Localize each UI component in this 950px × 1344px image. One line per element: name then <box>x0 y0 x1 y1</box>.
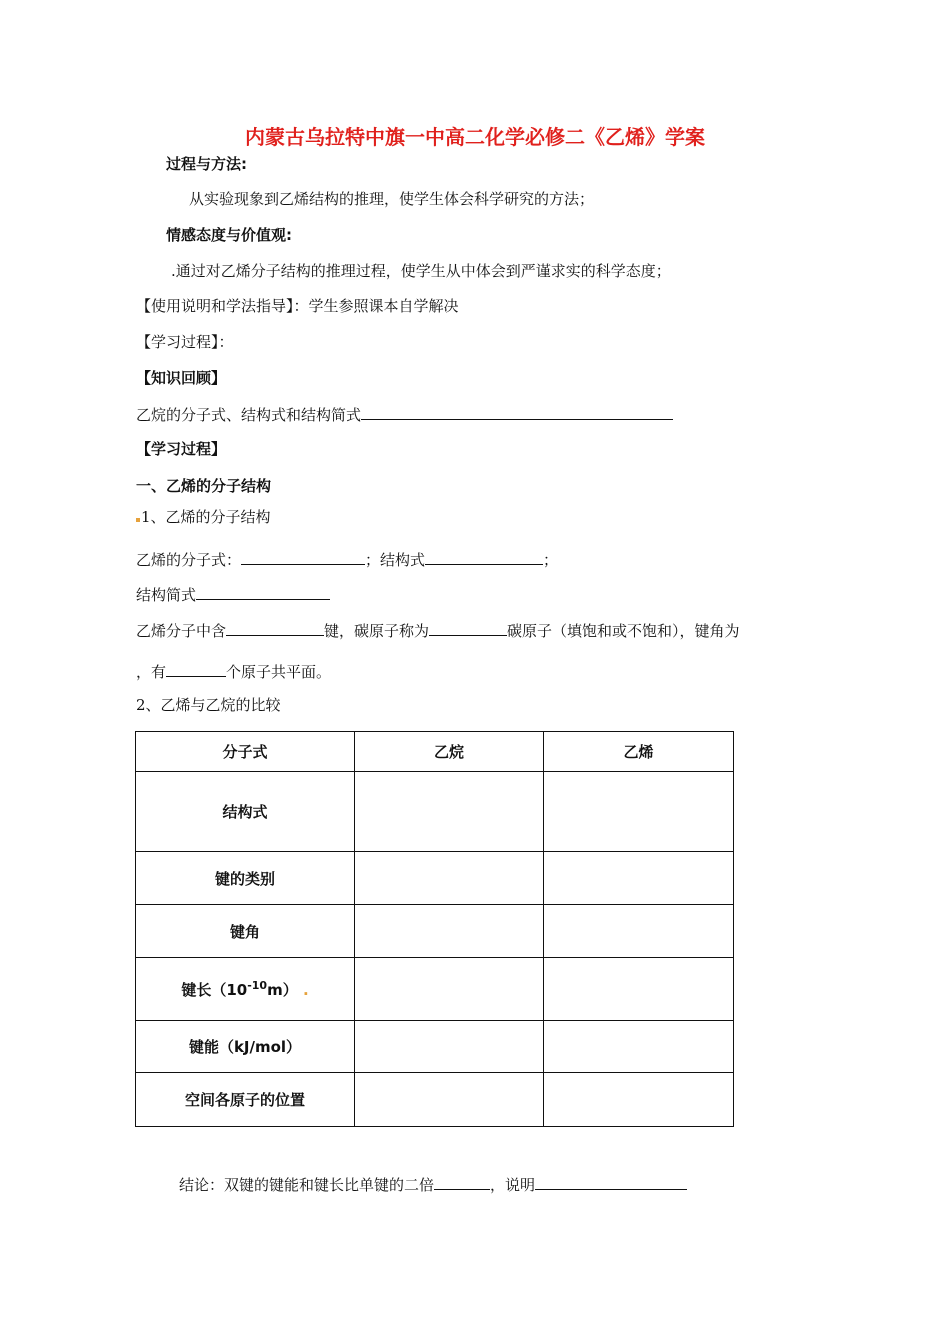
learning-process-heading: 【学习过程】 <box>136 440 227 458</box>
knowledge-review-question <box>136 403 673 425</box>
row-label: 空间各原子的位置 <box>136 1073 355 1127</box>
marker-icon <box>136 518 140 522</box>
attitude-text: .通过对乙烯分子结构的推理过程，使学生从中体会到严谨求实的科学态度； <box>171 262 671 280</box>
structural-label: ；结构式 <box>365 551 426 569</box>
table-cell[interactable] <box>355 1073 544 1127</box>
coplanar-label: 个原子共平面。 <box>226 663 332 681</box>
table-cell[interactable] <box>544 958 734 1021</box>
section2-heading: 2、乙烯与乙烷的比较 <box>136 696 281 714</box>
section1-sub1 <box>136 507 271 527</box>
table-cell[interactable] <box>355 958 544 1021</box>
have-label: ，有 <box>136 663 167 681</box>
table-cell[interactable] <box>544 1021 734 1073</box>
bond-type-blank[interactable] <box>226 619 324 636</box>
marker-dot-icon: . <box>302 980 309 999</box>
table-row <box>136 852 734 905</box>
column-header: 分子式 <box>136 732 355 772</box>
simple-label: 结构简式 <box>136 586 197 604</box>
explain-blank[interactable] <box>535 1173 687 1190</box>
coplanar-blank[interactable] <box>166 660 226 677</box>
table-cell[interactable] <box>544 772 734 852</box>
table-cell[interactable] <box>355 772 544 852</box>
process-method-heading: 过程与方法: <box>166 155 247 173</box>
instructions: 【使用说明和学法指导】：学生参照课本自学解决 <box>136 297 459 315</box>
comparison-table <box>135 731 734 1127</box>
bond-length-exponent: -10 <box>247 978 268 992</box>
table-row <box>136 958 734 1021</box>
table-cell[interactable] <box>544 852 734 905</box>
table-row <box>136 905 734 958</box>
conclusion-line <box>179 1173 687 1195</box>
row-label <box>136 958 355 1021</box>
section1-sub1-text: 1、乙烯的分子结构 <box>141 508 271 526</box>
simple-blank[interactable] <box>196 583 330 600</box>
section1-heading: 一、乙烯的分子结构 <box>136 477 272 495</box>
table-cell[interactable] <box>355 852 544 905</box>
process-method-text: 从实验现象到乙烯结构的推理，使学生体会科学研究的方法； <box>189 190 595 208</box>
answer-blank[interactable] <box>361 403 673 420</box>
structural-end: ； <box>543 551 559 569</box>
contains-label: 乙烯分子中含 <box>136 622 227 640</box>
row-label: 结构式 <box>136 772 355 852</box>
page-title: 内蒙古乌拉特中旗一中高二化学必修二《乙烯》学案 <box>245 125 705 149</box>
bond-label: 键，碳原子称为 <box>324 622 430 640</box>
column-header: 乙烯 <box>544 732 734 772</box>
row-label: 键能（kJ/mol） <box>136 1021 355 1073</box>
table-header-row <box>136 732 734 772</box>
conclusion-blank[interactable] <box>434 1173 490 1190</box>
knowledge-review-question-text: 乙烷的分子式、结构式和结构简式 <box>136 406 362 424</box>
formula-line <box>136 548 558 570</box>
bond-length-unit: m） <box>267 980 298 999</box>
carbon-label: 碳原子（填饱和或不饱和），键角为 <box>507 622 740 640</box>
table-row <box>136 1021 734 1073</box>
conclusion-label: 结论：双键的键能和键长比单键的二倍 <box>179 1176 435 1194</box>
table-cell[interactable] <box>544 905 734 958</box>
formula-blank[interactable] <box>241 548 365 565</box>
coplanar-line <box>136 660 331 682</box>
formula-label: 乙烯的分子式： <box>136 551 242 569</box>
bond-length-label: 键长（10 <box>181 980 248 999</box>
table-row <box>136 1073 734 1127</box>
conclusion-explain: ，说明 <box>490 1176 536 1194</box>
carbon-type-blank[interactable] <box>429 619 507 636</box>
bond-line <box>136 619 740 641</box>
table-cell[interactable] <box>355 905 544 958</box>
simple-formula-line <box>136 583 330 605</box>
table-cell[interactable] <box>355 1021 544 1073</box>
learning-process-label: 【学习过程】： <box>136 333 234 351</box>
knowledge-review-heading: 【知识回顾】 <box>136 369 227 387</box>
column-header: 乙烷 <box>355 732 544 772</box>
attitude-heading: 情感态度与价值观: <box>166 226 292 244</box>
table-cell[interactable] <box>544 1073 734 1127</box>
row-label: 键的类别 <box>136 852 355 905</box>
table-row <box>136 772 734 852</box>
structural-blank[interactable] <box>425 548 543 565</box>
row-label: 键角 <box>136 905 355 958</box>
